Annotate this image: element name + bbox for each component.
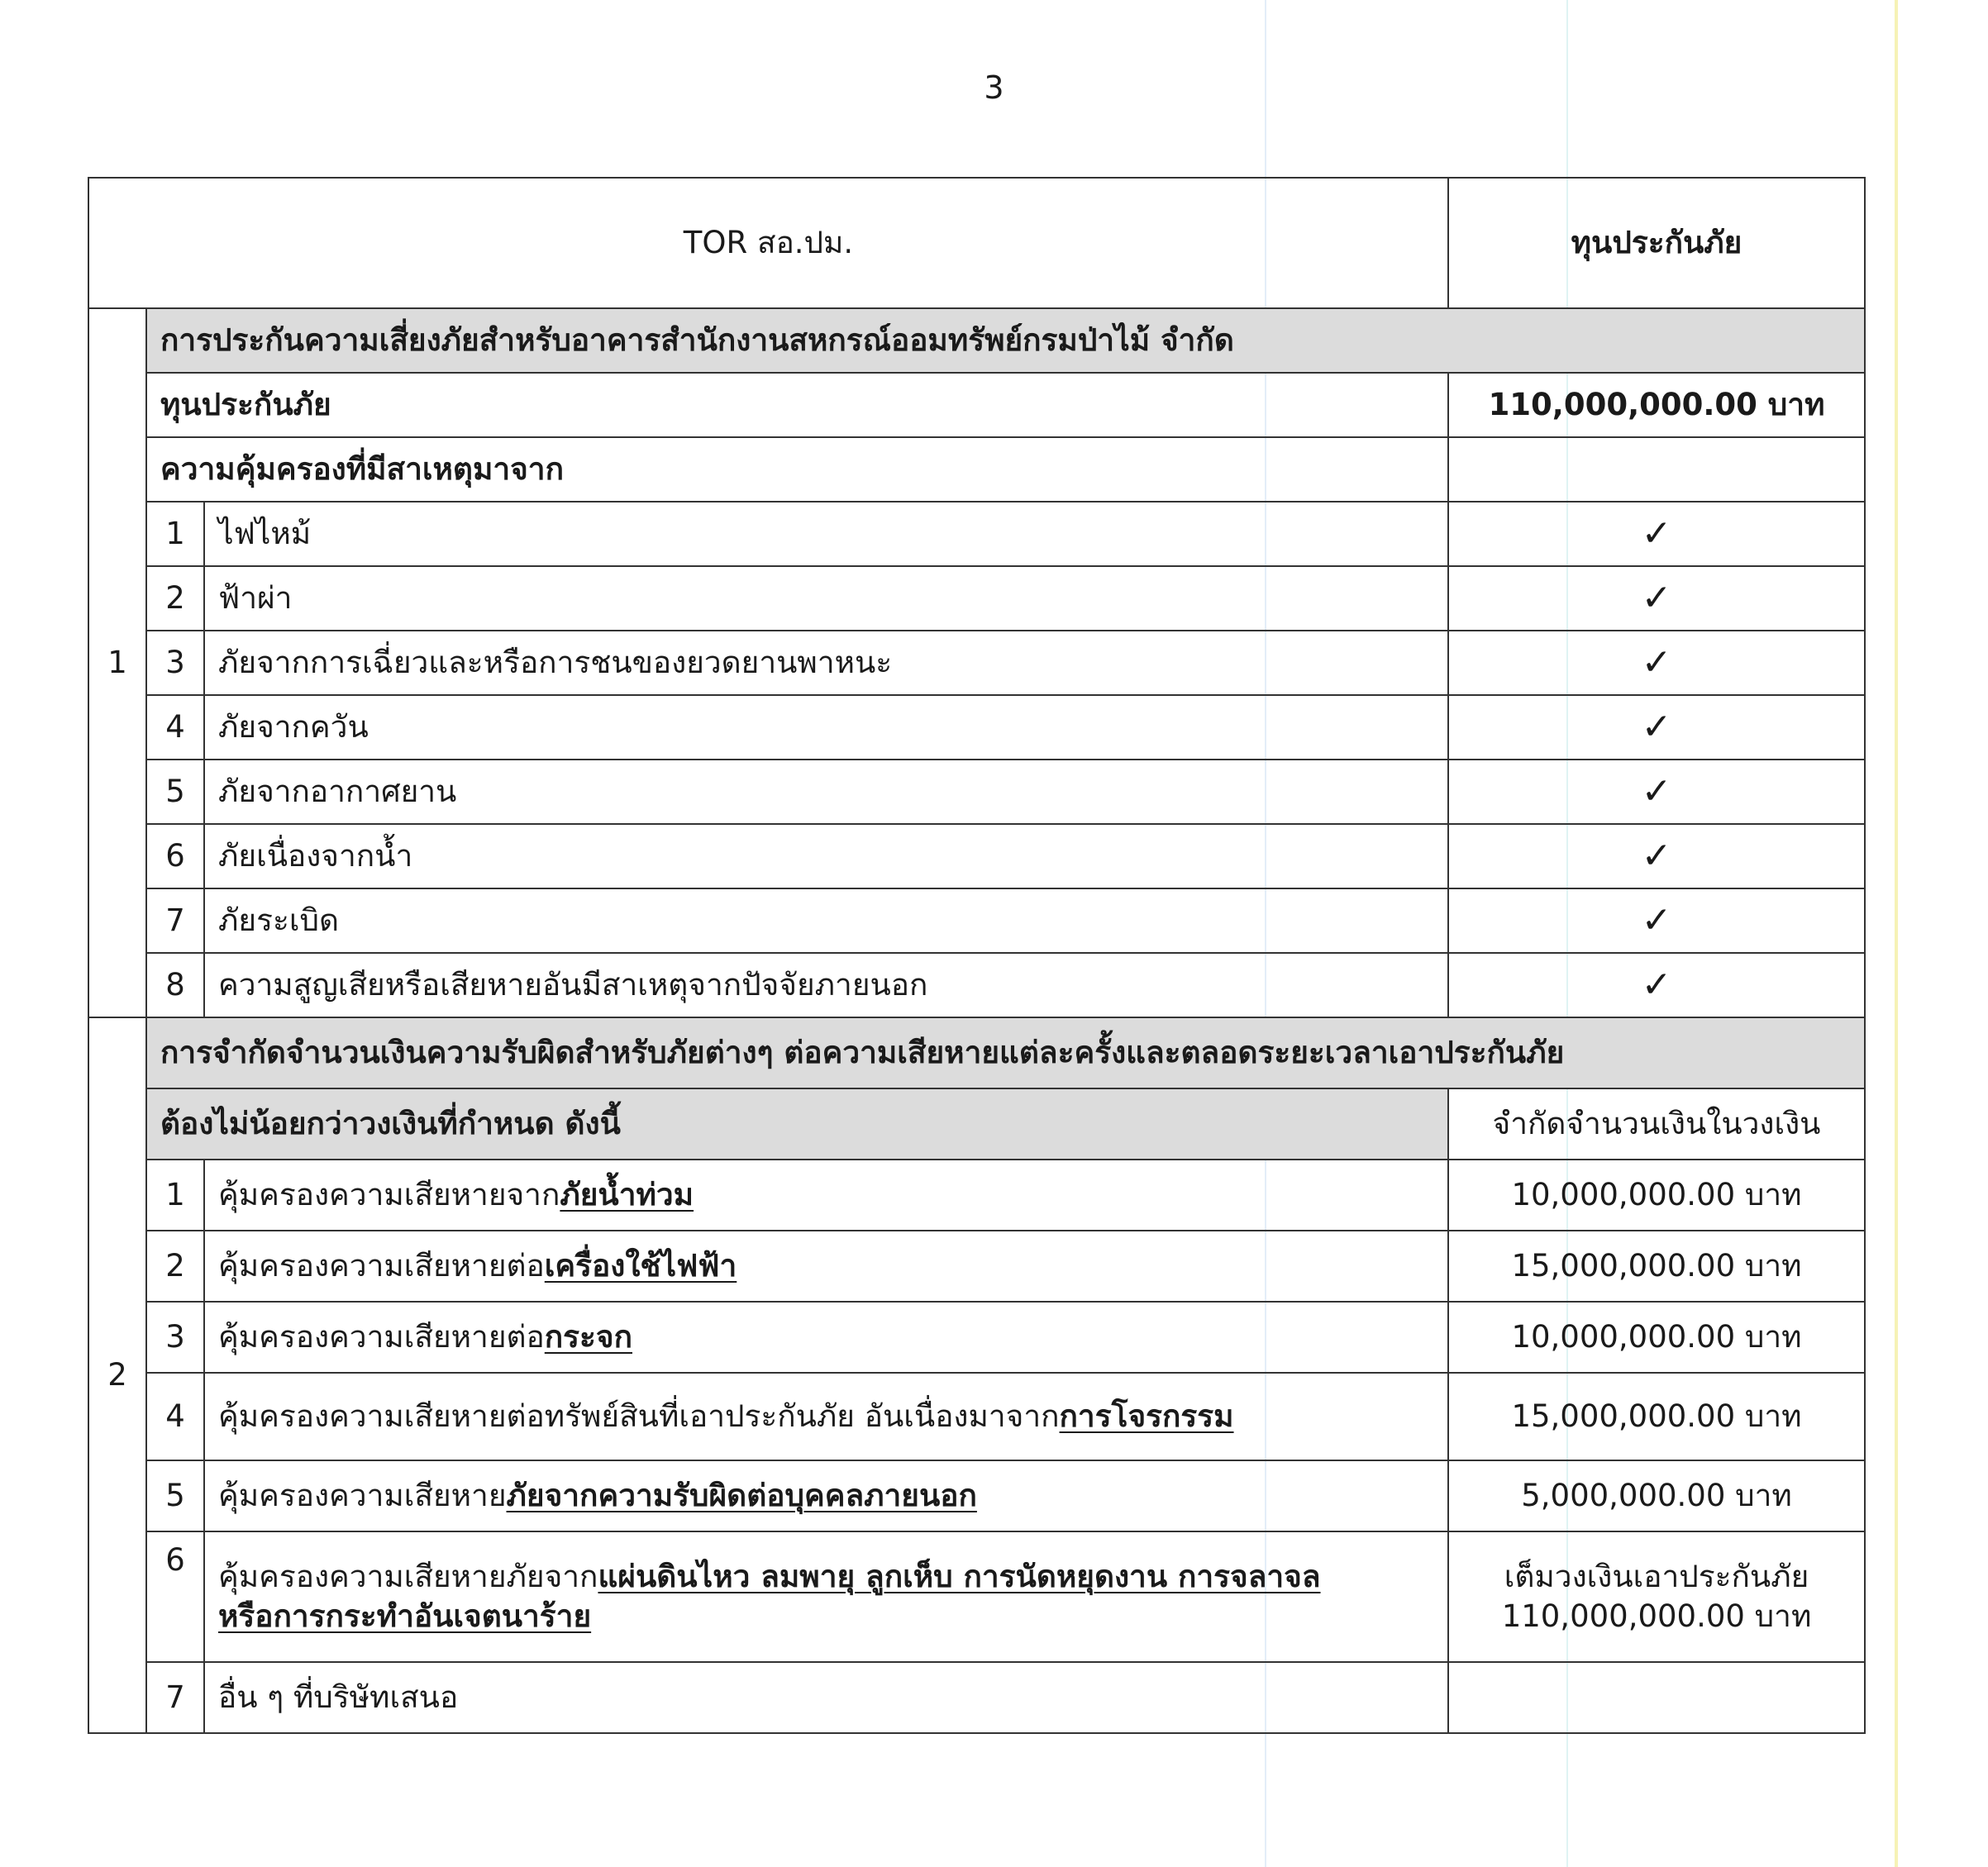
- limit-value: [1448, 1531, 1865, 1662]
- coverage-empty-cell: [1448, 437, 1865, 502]
- item-text: ภัยระเบิด: [204, 888, 1448, 953]
- check-icon: ✓: [1448, 824, 1865, 888]
- page-number: 3: [984, 69, 1004, 106]
- item-text: ความสูญเสียหรือเสียหายอันมีสาเหตุจากปัจจัยภายนอก: [204, 953, 1448, 1017]
- item-emphasis: การโจรกรรม: [1059, 1398, 1234, 1434]
- limit-value: 15,000,000.00 บาท: [1448, 1231, 1865, 1302]
- item-text: ภัยจากการเฉี่ยวและหรือการชนของยวดยานพาหนะ: [204, 631, 1448, 695]
- table-row: [88, 1160, 1865, 1231]
- item-number: 7: [146, 1662, 204, 1733]
- check-icon: ✓: [1448, 502, 1865, 566]
- limit-value: 15,000,000.00 บาท: [1448, 1373, 1865, 1460]
- table-row: [88, 953, 1865, 1017]
- table-row: [88, 1531, 1865, 1662]
- section-1-title: การประกันความเสี่ยงภัยสำหรับอาคารสำนักงานสหกรณ์ออมทรัพย์กรมป่าไม้ จำกัด: [146, 308, 1865, 373]
- section-1-title-row: [88, 308, 1865, 373]
- item-text: [204, 1531, 1448, 1662]
- limit-value-line-1: เต็มวงเงินเอาประกันภัย: [1504, 1558, 1809, 1594]
- header-tor: TOR สอ.ปม.: [88, 178, 1448, 308]
- header-sum-insured: ทุนประกันภัย: [1448, 178, 1865, 308]
- item-emphasis: ภัยจากความรับผิดต่อบุคคลภายนอก: [506, 1477, 977, 1513]
- check-icon: ✓: [1448, 631, 1865, 695]
- coverage-label: ความคุ้มครองที่มีสาเหตุมาจาก: [146, 437, 1448, 502]
- section-2-title: การจำกัดจำนวนเงินความรับผิดสำหรับภัยต่างๆ ต่อความเสียหายแต่ละครั้งและตลอดระยะเวลาเอาประกันภัย: [146, 1017, 1865, 1088]
- table-row: [88, 760, 1865, 824]
- check-icon: ✓: [1448, 566, 1865, 631]
- check-icon: ✓: [1448, 695, 1865, 760]
- limit-value: 5,000,000.00 บาท: [1448, 1460, 1865, 1531]
- item-text: อื่น ๆ ที่บริษัทเสนอ: [204, 1662, 1448, 1733]
- table-row: [88, 888, 1865, 953]
- tor-coverage-table: [88, 177, 1866, 1734]
- table-header-row: [88, 178, 1865, 308]
- item-prefix: คุ้มครองความเสียหายต่อ: [218, 1318, 545, 1355]
- item-number: 4: [146, 695, 204, 760]
- table-row: [88, 566, 1865, 631]
- item-number: 7: [146, 888, 204, 953]
- table-row: [88, 1460, 1865, 1531]
- table-row: [88, 824, 1865, 888]
- item-text: [204, 1460, 1448, 1531]
- item-emphasis: เครื่องใช้ไฟฟ้า: [544, 1247, 737, 1284]
- item-emphasis: กระจก: [544, 1318, 632, 1355]
- limit-value: [1448, 1662, 1865, 1733]
- section-2-subtitle-row: [88, 1088, 1865, 1160]
- item-number: 1: [146, 1160, 204, 1231]
- limit-value: 10,000,000.00 บาท: [1448, 1160, 1865, 1231]
- check-icon: ✓: [1448, 888, 1865, 953]
- item-number: 3: [146, 631, 204, 695]
- item-prefix: คุ้มครองความเสียหายจาก: [218, 1176, 560, 1212]
- item-number: 2: [146, 1231, 204, 1302]
- table-row: [88, 631, 1865, 695]
- check-icon: ✓: [1448, 760, 1865, 824]
- section-1-number: 1: [88, 308, 146, 1017]
- check-icon: ✓: [1448, 953, 1865, 1017]
- item-prefix: คุ้มครองความเสียหายต่อทรัพย์สินที่เอาประกันภัย อันเนื่องมาจาก: [218, 1398, 1060, 1434]
- item-text: ภัยจากอากาศยาน: [204, 760, 1448, 824]
- item-text: [204, 1160, 1448, 1231]
- sum-insured-value: 110,000,000.00 บาท: [1448, 373, 1865, 437]
- item-prefix: คุ้มครองความเสียหาย: [218, 1477, 507, 1513]
- item-text: [204, 1302, 1448, 1373]
- item-text: [204, 1231, 1448, 1302]
- item-number: 3: [146, 1302, 204, 1373]
- item-number: 6: [146, 1531, 204, 1662]
- item-number: 5: [146, 760, 204, 824]
- item-prefix: คุ้มครองความเสียหายต่อ: [218, 1247, 545, 1284]
- limit-value-line-2: 110,000,000.00 บาท: [1501, 1598, 1812, 1634]
- coverage-header-row: [88, 437, 1865, 502]
- item-number: 6: [146, 824, 204, 888]
- table-row: [88, 695, 1865, 760]
- table-row: [88, 1373, 1865, 1460]
- section-2-subtitle: ต้องไม่น้อยกว่าวงเงินที่กำหนด ดังนี้: [146, 1088, 1448, 1160]
- item-text: [204, 1373, 1448, 1460]
- limit-label: จำกัดจำนวนเงินในวงเงิน: [1448, 1088, 1865, 1160]
- table-row: [88, 502, 1865, 566]
- section-2-number: 2: [88, 1017, 146, 1733]
- scan-guide-line-yellow: [1895, 0, 1898, 1867]
- item-text: ภัยจากควัน: [204, 695, 1448, 760]
- sum-insured-row: [88, 373, 1865, 437]
- item-number: 4: [146, 1373, 204, 1460]
- item-text: ไฟไหม้: [204, 502, 1448, 566]
- item-emphasis: ภัยน้ำท่วม: [560, 1176, 694, 1212]
- table-row: [88, 1302, 1865, 1373]
- table-row: [88, 1231, 1865, 1302]
- item-emphasis: แผ่นดินไหว ลมพายุ ลูกเห็บ การนัดหยุดงาน การจลาจล: [598, 1558, 1321, 1594]
- item-number: 5: [146, 1460, 204, 1531]
- item-number: 1: [146, 502, 204, 566]
- section-2-title-row: [88, 1017, 1865, 1088]
- item-emphasis-line-2: หรือการกระทำอันเจตนาร้าย: [218, 1598, 592, 1634]
- item-number: 8: [146, 953, 204, 1017]
- table-row: [88, 1662, 1865, 1733]
- item-prefix: คุ้มครองความเสียหายภัยจาก: [218, 1558, 598, 1594]
- item-text: ภัยเนื่องจากน้ำ: [204, 824, 1448, 888]
- item-text: ฟ้าผ่า: [204, 566, 1448, 631]
- item-number: 2: [146, 566, 204, 631]
- limit-value: 10,000,000.00 บาท: [1448, 1302, 1865, 1373]
- sum-insured-label: ทุนประกันภัย: [146, 373, 1448, 437]
